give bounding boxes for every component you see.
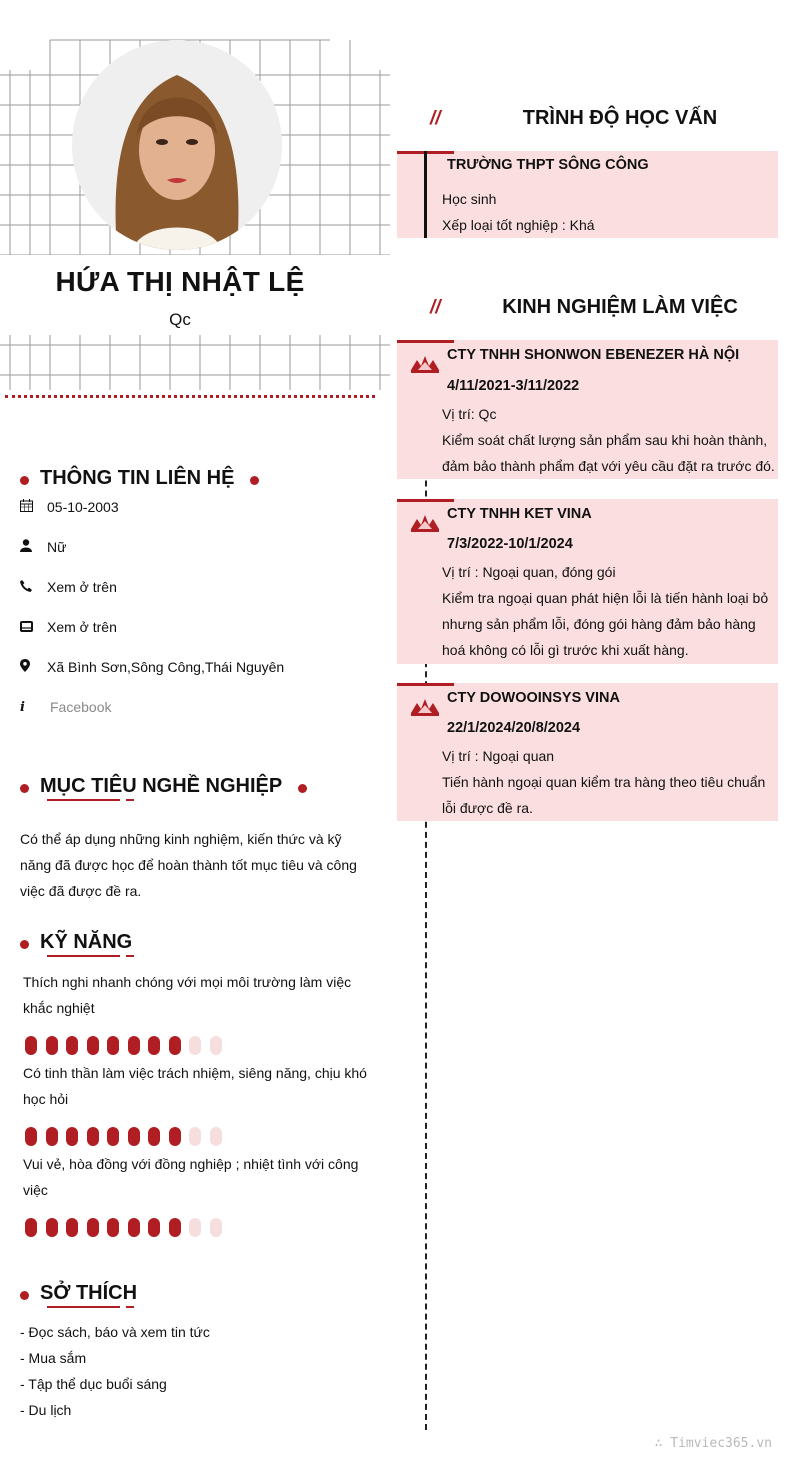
skill-pill-filled bbox=[148, 1127, 160, 1146]
skill-pill-filled bbox=[66, 1036, 78, 1055]
skill-pill-filled bbox=[169, 1218, 181, 1237]
job-description: Tiến hành ngoại quan kiểm tra hàng theo tiêu chuẩn bbox=[442, 774, 766, 790]
skill-pill-filled bbox=[107, 1218, 119, 1237]
skill-pill-filled bbox=[46, 1036, 58, 1055]
skill-pill-empty bbox=[210, 1127, 222, 1146]
job-company: CTY TNHH KET VINA bbox=[447, 506, 592, 522]
skill-pill-filled bbox=[66, 1127, 78, 1146]
education-section-title: // TRÌNH ĐỘ HỌC VẤN bbox=[430, 107, 718, 129]
skill-rating-2 bbox=[25, 1127, 222, 1146]
job-card-2 bbox=[397, 499, 778, 664]
skill-pill-empty bbox=[189, 1036, 201, 1055]
job-description: Kiểm soát chất lượng sản phẩm sau khi hoàn thành, bbox=[442, 432, 768, 448]
education-line-2: Xếp loại tốt nghiệp : Khá bbox=[442, 217, 595, 233]
map-pin-icon bbox=[20, 659, 47, 675]
contact-facebook bbox=[20, 699, 111, 715]
card-accent-bar bbox=[397, 340, 454, 343]
bullet-dot bbox=[20, 784, 29, 793]
job-description: nhưng sản phẩm lỗi, đóng gói hàng đảm bảo hàng bbox=[442, 616, 756, 632]
skill-pill-filled bbox=[128, 1218, 140, 1237]
skill-rating-1 bbox=[25, 1036, 222, 1055]
school-name: TRƯỜNG THPT SÔNG CÔNG bbox=[447, 157, 649, 173]
job-description: lỗi được đề ra. bbox=[442, 800, 533, 816]
skill-item-2: Có tinh thần làm việc trách nhiệm, siêng năng, chịu khó học hỏi bbox=[23, 1065, 367, 1107]
job-position: Vị trí : Ngoại quan, đóng gói bbox=[442, 564, 616, 580]
job-card-1 bbox=[397, 340, 778, 479]
hobbies-section-title: SỞ THÍCH bbox=[20, 1282, 137, 1309]
calendar-icon bbox=[20, 499, 47, 515]
job-description: đảm bảo thành phẩm đạt với yêu cầu đặt ra trước đó. bbox=[442, 458, 775, 474]
bullet-dot bbox=[20, 940, 29, 949]
bullet-dot bbox=[298, 784, 307, 793]
objective-section-title: MỤC TIÊU NGHỀ NGHIỆP bbox=[20, 775, 307, 802]
education-line-1: Học sinh bbox=[442, 191, 497, 207]
job-period: 22/1/2024/20/8/2024 bbox=[447, 720, 581, 736]
job-position: Vị trí: Qc bbox=[442, 406, 497, 422]
job-company: CTY DOWOOINSYS VINA bbox=[447, 690, 620, 706]
skill-rating-3 bbox=[25, 1218, 222, 1237]
footer-brand: ∴ Timviec365.vn bbox=[654, 1436, 772, 1451]
skill-pill-filled bbox=[25, 1127, 37, 1146]
skill-pill-filled bbox=[25, 1036, 37, 1055]
card-accent-bar bbox=[397, 683, 454, 686]
hobby-item: - Du lịch bbox=[20, 1402, 72, 1418]
skill-pill-filled bbox=[169, 1127, 181, 1146]
bullet-dot bbox=[20, 1291, 29, 1300]
avatar bbox=[72, 40, 282, 250]
experience-section-title: // KINH NGHIỆM LÀM VIỆC bbox=[430, 296, 738, 318]
skill-pill-filled bbox=[107, 1036, 119, 1055]
education-card bbox=[397, 151, 778, 238]
slash-mark: // bbox=[430, 296, 441, 318]
bullet-dot bbox=[20, 476, 29, 485]
job-period: 4/11/2021-3/11/2022 bbox=[447, 378, 580, 394]
contact-email: Xem ở trên bbox=[20, 619, 117, 635]
job-description: hoá không có lỗi gì trước khi xuất hàng. bbox=[442, 642, 689, 658]
title-underline bbox=[47, 799, 120, 801]
job-position: Vị trí : Ngoại quan bbox=[442, 748, 555, 764]
dotted-divider bbox=[5, 395, 375, 398]
title-underline bbox=[47, 955, 120, 957]
hobby-item: - Tập thể dục buổi sáng bbox=[20, 1376, 167, 1392]
skill-pill-empty bbox=[189, 1218, 201, 1237]
skill-item-3: Vui vẻ, hòa đồng với đồng nghiệp ; nhiệt tình với công việc bbox=[23, 1156, 359, 1198]
contact-phone: Xem ở trên bbox=[20, 579, 117, 595]
skill-pill-empty bbox=[210, 1036, 222, 1055]
skill-pill-filled bbox=[87, 1127, 99, 1146]
company-emblem-icon bbox=[411, 511, 439, 533]
skill-pill-filled bbox=[46, 1127, 58, 1146]
title-underline bbox=[47, 1306, 120, 1308]
contact-section-title: THÔNG TIN LIÊN HỆ bbox=[20, 467, 259, 494]
skill-pill-empty bbox=[189, 1127, 201, 1146]
slash-mark: // bbox=[430, 107, 441, 129]
facebook-link[interactable]: Facebook bbox=[50, 699, 112, 715]
contact-address: Xã Bình Sơn,Sông Công,Thái Nguyên bbox=[20, 659, 284, 675]
skill-pill-filled bbox=[25, 1218, 37, 1237]
title-underline-dash bbox=[126, 799, 134, 801]
job-period: 7/3/2022-10/1/2024 bbox=[447, 536, 573, 552]
phone-icon bbox=[20, 580, 47, 595]
contact-gender: Nữ bbox=[20, 539, 66, 555]
skill-pill-filled bbox=[148, 1218, 160, 1237]
skill-pill-filled bbox=[87, 1036, 99, 1055]
bullet-dot bbox=[250, 476, 259, 485]
hobby-item: - Đọc sách, báo và xem tin tức bbox=[20, 1324, 210, 1340]
skill-pill-filled bbox=[128, 1036, 140, 1055]
candidate-name: HỨA THỊ NHẬT LỆ bbox=[55, 266, 305, 297]
skill-pill-filled bbox=[107, 1127, 119, 1146]
company-emblem-icon bbox=[411, 695, 439, 717]
hobby-item: - Mua sắm bbox=[20, 1350, 87, 1366]
skill-pill-filled bbox=[148, 1036, 160, 1055]
skill-pill-filled bbox=[87, 1218, 99, 1237]
job-card-3 bbox=[397, 683, 778, 821]
info-icon: i bbox=[20, 699, 25, 715]
company-emblem-icon bbox=[411, 352, 439, 374]
card-accent-bar bbox=[397, 499, 454, 502]
title-underline-dash bbox=[126, 955, 134, 957]
user-icon bbox=[20, 539, 47, 555]
candidate-role: Qc bbox=[169, 310, 191, 329]
title-underline-dash bbox=[126, 1306, 134, 1308]
skill-pill-filled bbox=[128, 1127, 140, 1146]
skill-pill-filled bbox=[169, 1036, 181, 1055]
skill-item-1: Thích nghi nhanh chóng với mọi môi trường làm việc khắc nghiệt bbox=[23, 974, 352, 1016]
skill-pill-filled bbox=[46, 1218, 58, 1237]
skills-section-title: KỸ NĂNG bbox=[20, 931, 132, 958]
email-icon bbox=[20, 620, 47, 635]
contact-birthday: 05-10-2003 bbox=[20, 499, 119, 515]
job-description: Kiểm tra ngoại quan phát hiện lỗi là tiến hành loại bỏ bbox=[442, 590, 769, 606]
job-company: CTY TNHH SHONWON EBENEZER HÀ NỘI bbox=[447, 347, 740, 363]
skill-pill-filled bbox=[66, 1218, 78, 1237]
skill-pill-empty bbox=[210, 1218, 222, 1237]
objective-text: Có thể áp dụng những kinh nghiệm, kiến thức và kỹ năng đã được học để hoàn thành tốt mục tiêu và công việc đã được đề ra. bbox=[20, 831, 357, 899]
card-stem bbox=[424, 151, 427, 238]
